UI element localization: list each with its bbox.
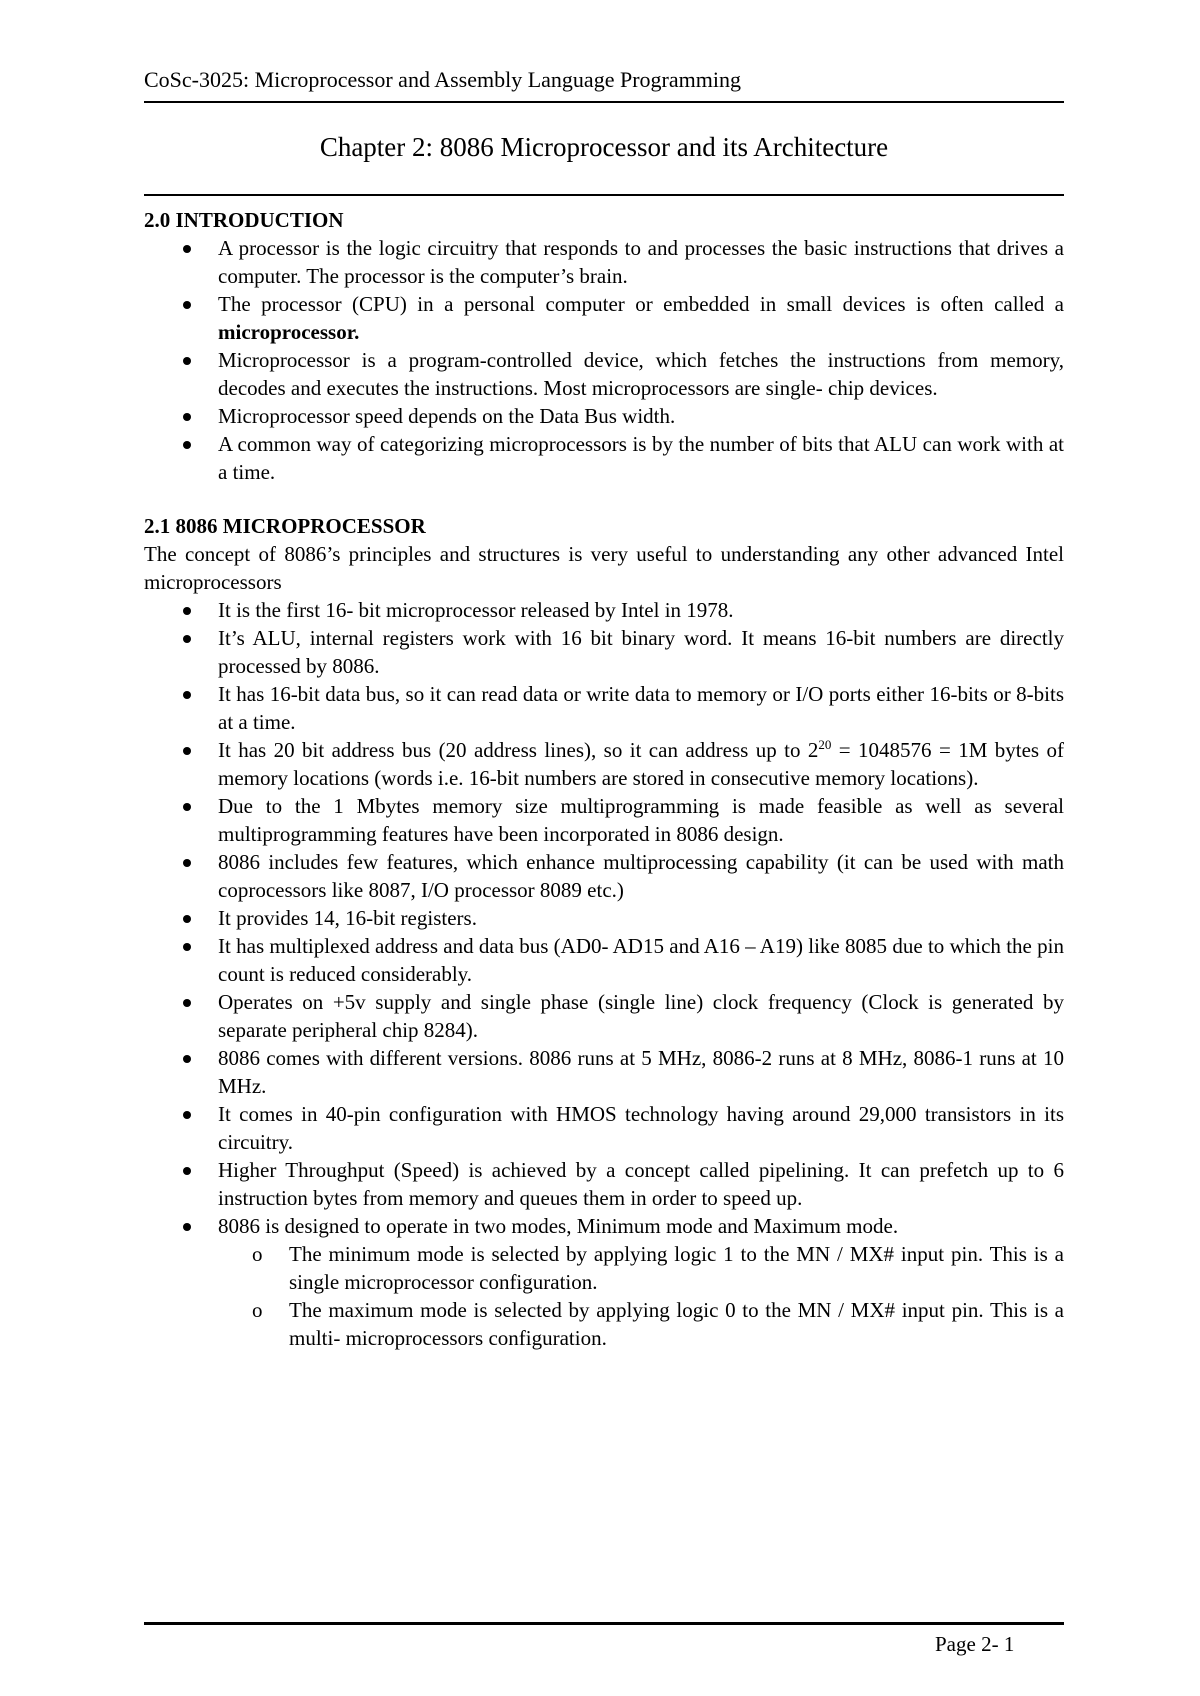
sub-list-item: o The minimum mode is selected by applying logic 1 to the MN / MX# input pin. This is a single microprocessor configuration. bbox=[252, 1242, 1064, 1294]
list-item: Microprocessor is a program-controlled device, which fetches the instructions from memory, decodes and executes the instructions. Most microprocessors are single- chip devices. bbox=[218, 346, 1064, 402]
bold-term: microprocessor bbox=[218, 320, 355, 344]
mode-sublist bbox=[218, 1240, 1064, 1352]
bullet-icon bbox=[183, 301, 191, 309]
footer-rule bbox=[144, 1622, 1064, 1625]
bullet-icon bbox=[183, 1167, 191, 1175]
hollow-bullet-icon: o bbox=[252, 1242, 263, 1266]
course-header: CoSc-3025: Microprocessor and Assembly Language Programming bbox=[144, 67, 741, 92]
bullet-icon bbox=[183, 859, 191, 867]
section-heading-introduction: 2.0 INTRODUCTION bbox=[144, 208, 344, 232]
list-item: The processor (CPU) in a personal computer or embedded in small devices is often called a microprocessor. bbox=[218, 290, 1064, 346]
list-item: 8086 comes with different versions. 8086 runs at 5 MHz, 8086-2 runs at 8 MHz, 8086-1 runs at 10 MHz. bbox=[218, 1044, 1064, 1100]
bullet-icon bbox=[183, 691, 191, 699]
list-item: It’s ALU, internal registers work with 16 bit binary word. It means 16-bit numbers are directly processed by 8086. bbox=[218, 624, 1064, 680]
bullet-icon bbox=[183, 1111, 191, 1119]
bullet-icon bbox=[183, 635, 191, 643]
title-rule bbox=[144, 194, 1064, 196]
introduction-list bbox=[144, 234, 1064, 486]
list-item: 8086 includes few features, which enhance multiprocessing capability (it can be used with math coprocessors like 8087, I/O processor 8089 etc.) bbox=[218, 848, 1064, 904]
chapter-title: Chapter 2: 8086 Microprocessor and its Architecture bbox=[319, 132, 889, 162]
bullet-icon bbox=[183, 747, 191, 755]
page-number: Page 2- 1 bbox=[935, 1632, 1015, 1656]
bullet-icon bbox=[183, 1055, 191, 1063]
list-item: A common way of categorizing microprocessors is by the number of bits that ALU can work with at a time. bbox=[218, 430, 1064, 486]
section-heading-8086: 2.1 8086 MICROPROCESSOR bbox=[144, 514, 426, 538]
bullet-icon bbox=[183, 607, 191, 615]
list-item: A processor is the logic circuitry that responds to and processes the basic instructions that drives a computer. The processor is the computer’s brain. bbox=[218, 234, 1064, 290]
section-intro-paragraph: The concept of 8086’s principles and structures is very useful to understanding any other advanced Intel microprocessors bbox=[144, 542, 1064, 594]
features-list bbox=[144, 596, 1064, 1352]
list-item: It is the first 16- bit microprocessor released by Intel in 1978. bbox=[218, 596, 1064, 624]
bullet-icon bbox=[183, 441, 191, 449]
list-item: It has multiplexed address and data bus (AD0- AD15 and A16 – A19) like 8085 due to which the pin count is reduced considerably. bbox=[218, 932, 1064, 988]
list-item: Higher Throughput (Speed) is achieved by a concept called pipelining. It can prefetch up to 6 instruction bytes from memory and queues them in order to speed up. bbox=[218, 1156, 1064, 1212]
bullet-icon bbox=[183, 915, 191, 923]
list-item: It comes in 40-pin configuration with HMOS technology having around 29,000 transistors in its circuitry. bbox=[218, 1100, 1064, 1156]
list-item: Microprocessor speed depends on the Data Bus width. bbox=[218, 402, 1064, 430]
list-item: It has 20 bit address bus (20 address lines), so it can address up to $2^{20} = 1048576 = 1M$ bytes of memory locations (words i.e. 16-bit numbers are stored in consecutive memory locations). bbox=[218, 736, 1064, 792]
bullet-icon bbox=[183, 999, 191, 1007]
hollow-bullet-icon: o bbox=[252, 1298, 263, 1322]
bullet-icon bbox=[183, 1223, 191, 1231]
bullet-icon bbox=[183, 803, 191, 811]
list-item: It has 16-bit data bus, so it can read data or write data to memory or I/O ports either 16-bits or 8-bits at a time. bbox=[218, 680, 1064, 736]
list-item: Operates on +5v supply and single phase (single line) clock frequency (Clock is generated by separate peripheral chip 8284). bbox=[218, 988, 1064, 1044]
list-item: Due to the 1 Mbytes memory size multiprogramming is made feasible as well as several multiprogramming features have been incorporated in 8086 design. bbox=[218, 792, 1064, 848]
sub-list-item: o The maximum mode is selected by applying logic 0 to the MN / MX# input pin. This is a multi- microprocessors configuration. bbox=[252, 1298, 1064, 1350]
bullet-icon bbox=[183, 357, 191, 365]
list-item: It provides 14, 16-bit registers. bbox=[218, 904, 1064, 932]
document-body bbox=[144, 206, 1064, 1352]
bullet-icon bbox=[183, 245, 191, 253]
bullet-icon bbox=[183, 413, 191, 421]
list-item: 8086 is designed to operate in two modes, Minimum mode and Maximum mode. o The minimum mode is selected by applying logic 1 to the MN / MX# input pin. This is a single microprocessor configuration. o The maximum mode is selected by applying logic 0 to the MN / MX# input pin. This is a multi- microprocessors configuration. bbox=[218, 1212, 1064, 1352]
bullet-icon bbox=[183, 943, 191, 951]
header-rule bbox=[144, 101, 1064, 103]
exponent: 20 bbox=[818, 737, 832, 752]
